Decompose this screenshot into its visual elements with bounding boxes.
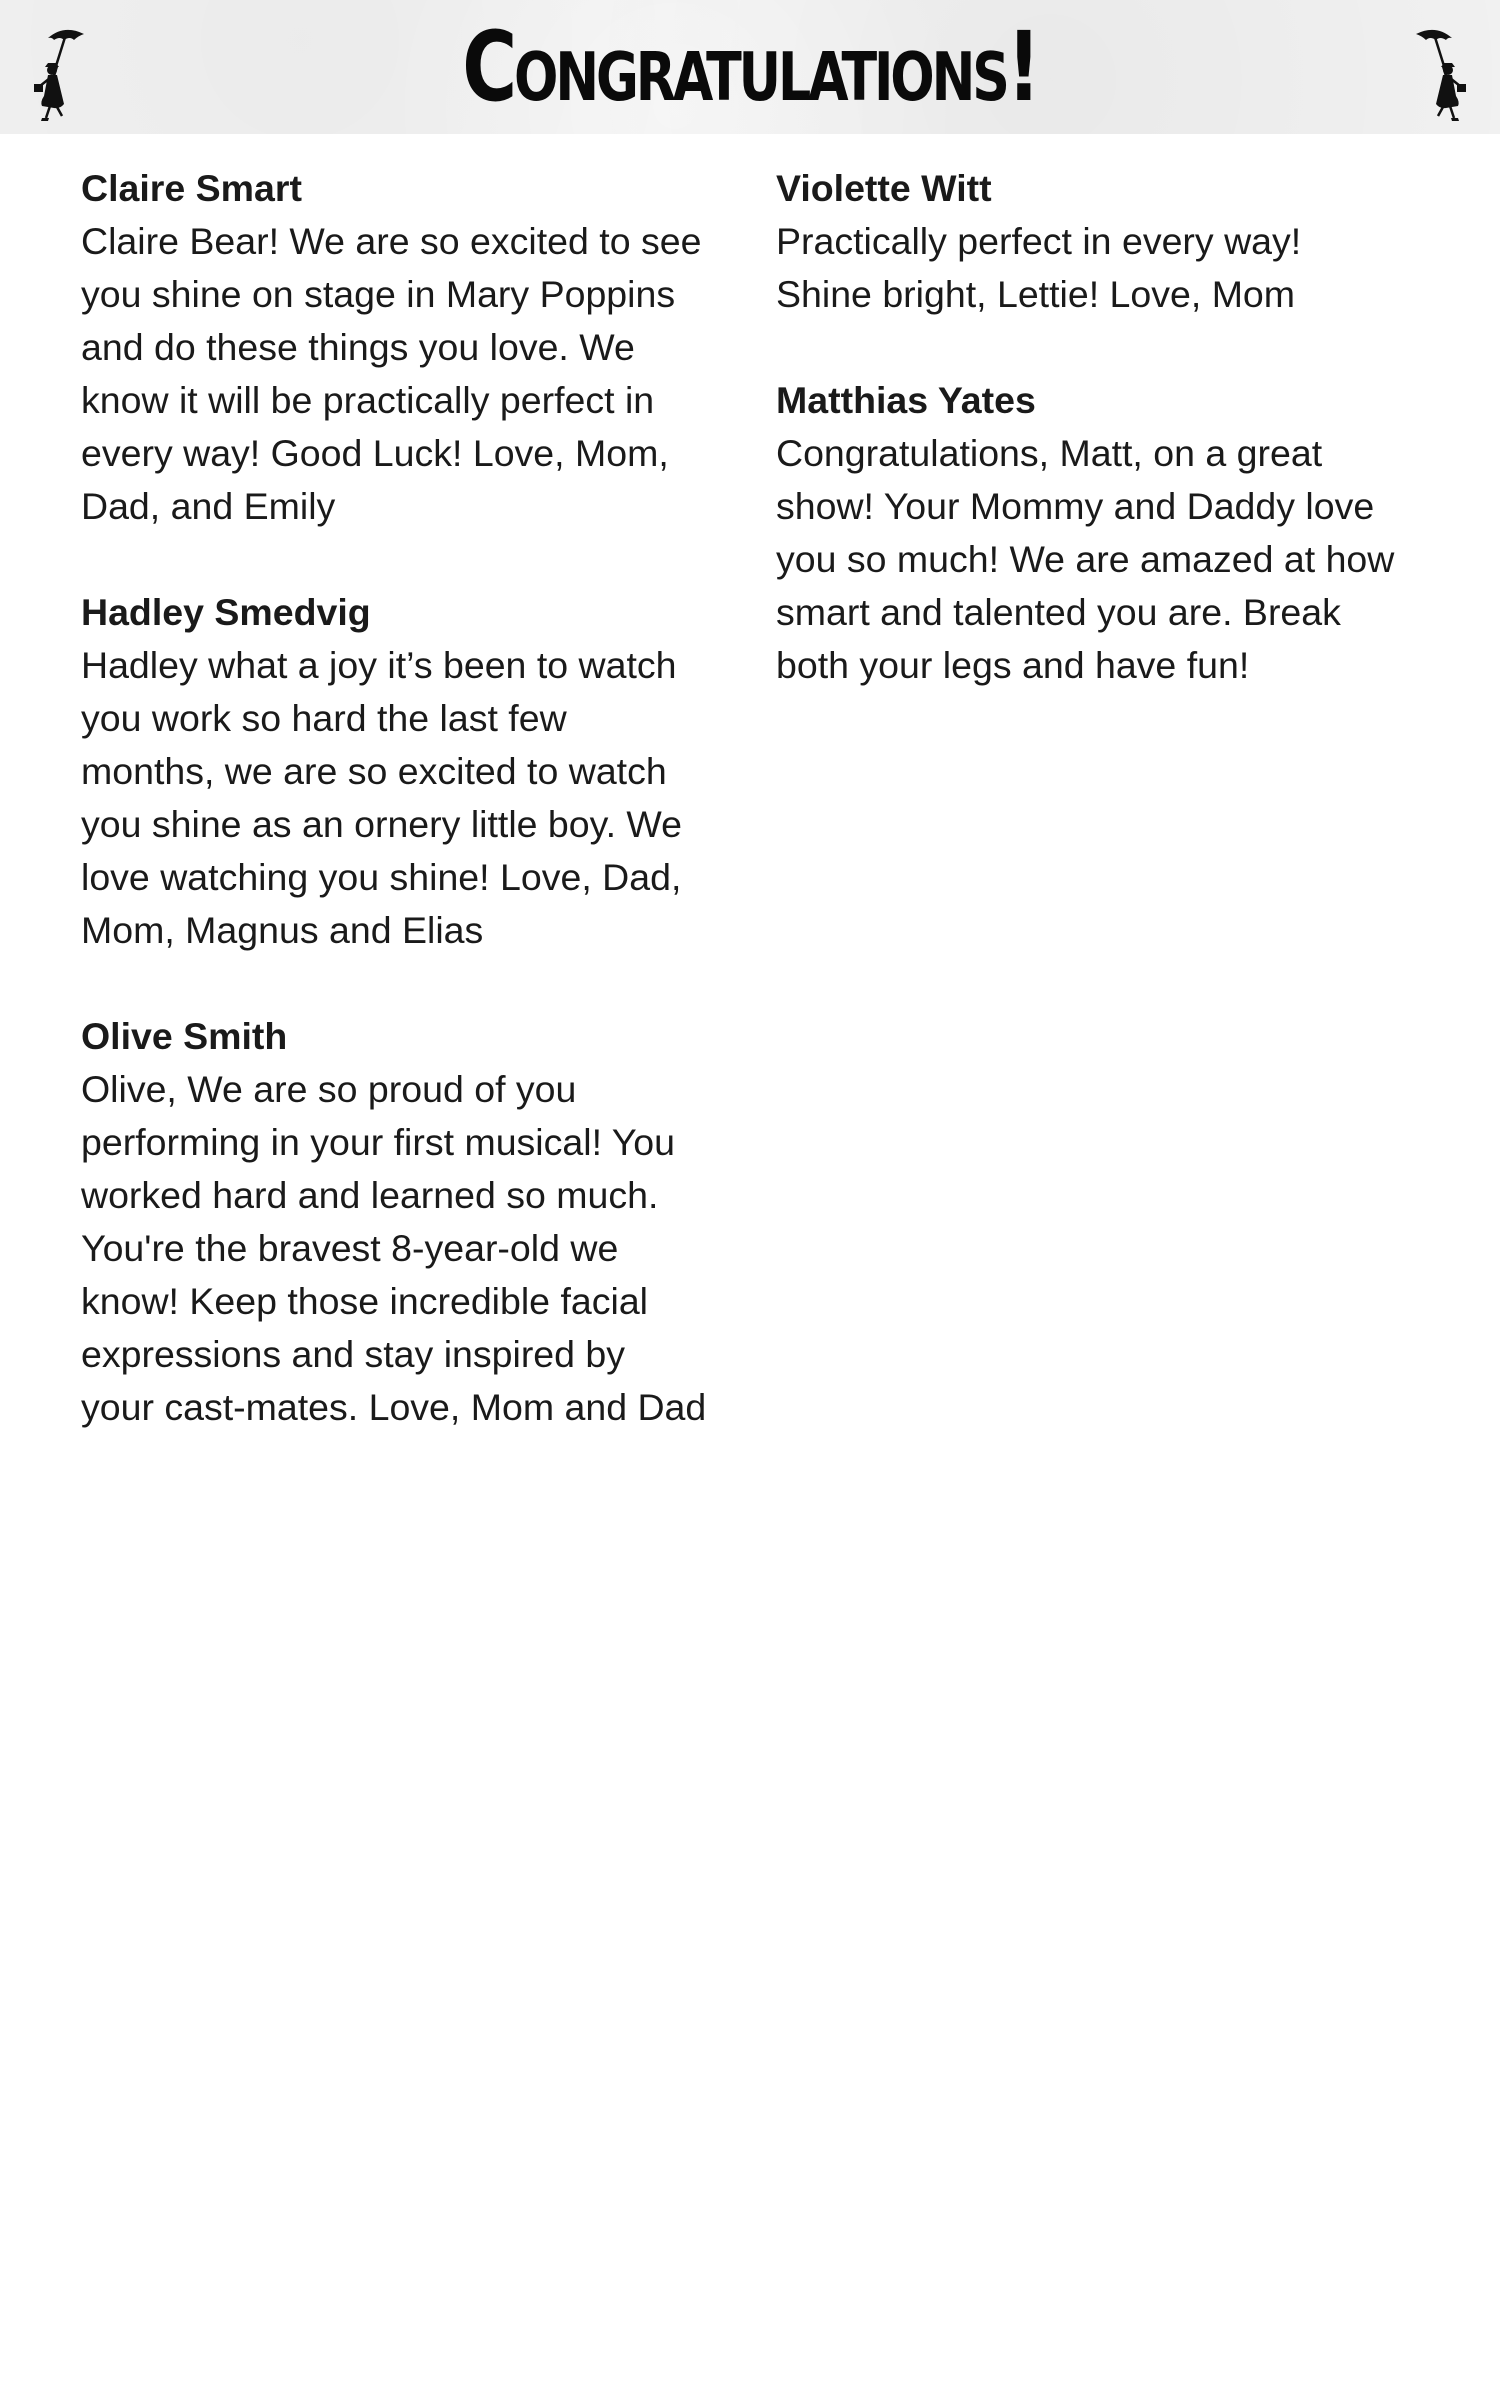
entry-text-line: Mom, Magnus and Elias (81, 909, 484, 951)
entry-name: Olive Smith (81, 1015, 288, 1057)
entry-text-line: and do these things you love. We (81, 326, 635, 368)
entry-text-line: Olive, We are so proud of you (81, 1068, 577, 1110)
umbrella-lady-silhouette-icon (12, 26, 104, 126)
message-entry (776, 162, 1456, 321)
entry-text-line: every way! Good Luck! Love, Mom, (81, 432, 669, 474)
entry-text-line: Congratulations, Matt, on a great (776, 432, 1323, 474)
entry-text-line: performing in your first musical! You (81, 1121, 676, 1163)
entry-text-line: you shine as an ornery little boy. We (81, 803, 683, 845)
entry-text-line: Claire Bear! We are so excited to see (81, 220, 702, 262)
entry-text-line: you so much! We are amazed at how (776, 538, 1395, 580)
entry-text-line: love watching you shine! Love, Dad, (81, 856, 682, 898)
entry-name: Violette Witt (776, 167, 992, 209)
entry-text-line: Hadley what a joy it’s been to watch (81, 644, 677, 686)
entry-name: Hadley Smedvig (81, 591, 371, 633)
entry-text-line: Practically perfect in every way! (776, 220, 1302, 262)
entry-text-line: smart and talented you are. Break (776, 591, 1341, 633)
page-title: Congratulations! (462, 11, 1038, 123)
left-column (81, 162, 761, 1487)
header-banner (0, 0, 1500, 134)
entry-text-line: Shine bright, Lettie! Love, Mom (776, 273, 1296, 315)
umbrella-lady-silhouette-icon (1396, 26, 1488, 126)
entry-text-line: show! Your Mommy and Daddy love (776, 485, 1375, 527)
right-column (776, 162, 1456, 745)
message-entry (81, 586, 761, 957)
entry-text-line: know! Keep those incredible facial (81, 1280, 649, 1322)
entry-name: Claire Smart (81, 167, 302, 209)
entry-text-line: you work so hard the last few (81, 697, 567, 739)
entry-text-line: both your legs and have fun! (776, 644, 1250, 686)
message-entry (776, 374, 1456, 692)
entry-text-line: months, we are so excited to watch (81, 750, 667, 792)
entry-text-line: know it will be practically perfect in (81, 379, 655, 421)
entry-text-line: expressions and stay inspired by (81, 1333, 626, 1375)
entry-text-line: You're the bravest 8-year-old we (81, 1227, 619, 1269)
entry-text-line: worked hard and learned so much. (81, 1174, 659, 1216)
message-entry (81, 1010, 761, 1434)
entry-text-line: you shine on stage in Mary Poppins (81, 273, 676, 315)
entry-text-line: your cast-mates. Love, Mom and Dad (81, 1386, 707, 1428)
message-entry (81, 162, 761, 533)
entry-text-line: Dad, and Emily (81, 485, 336, 527)
entry-name: Matthias Yates (776, 379, 1036, 421)
